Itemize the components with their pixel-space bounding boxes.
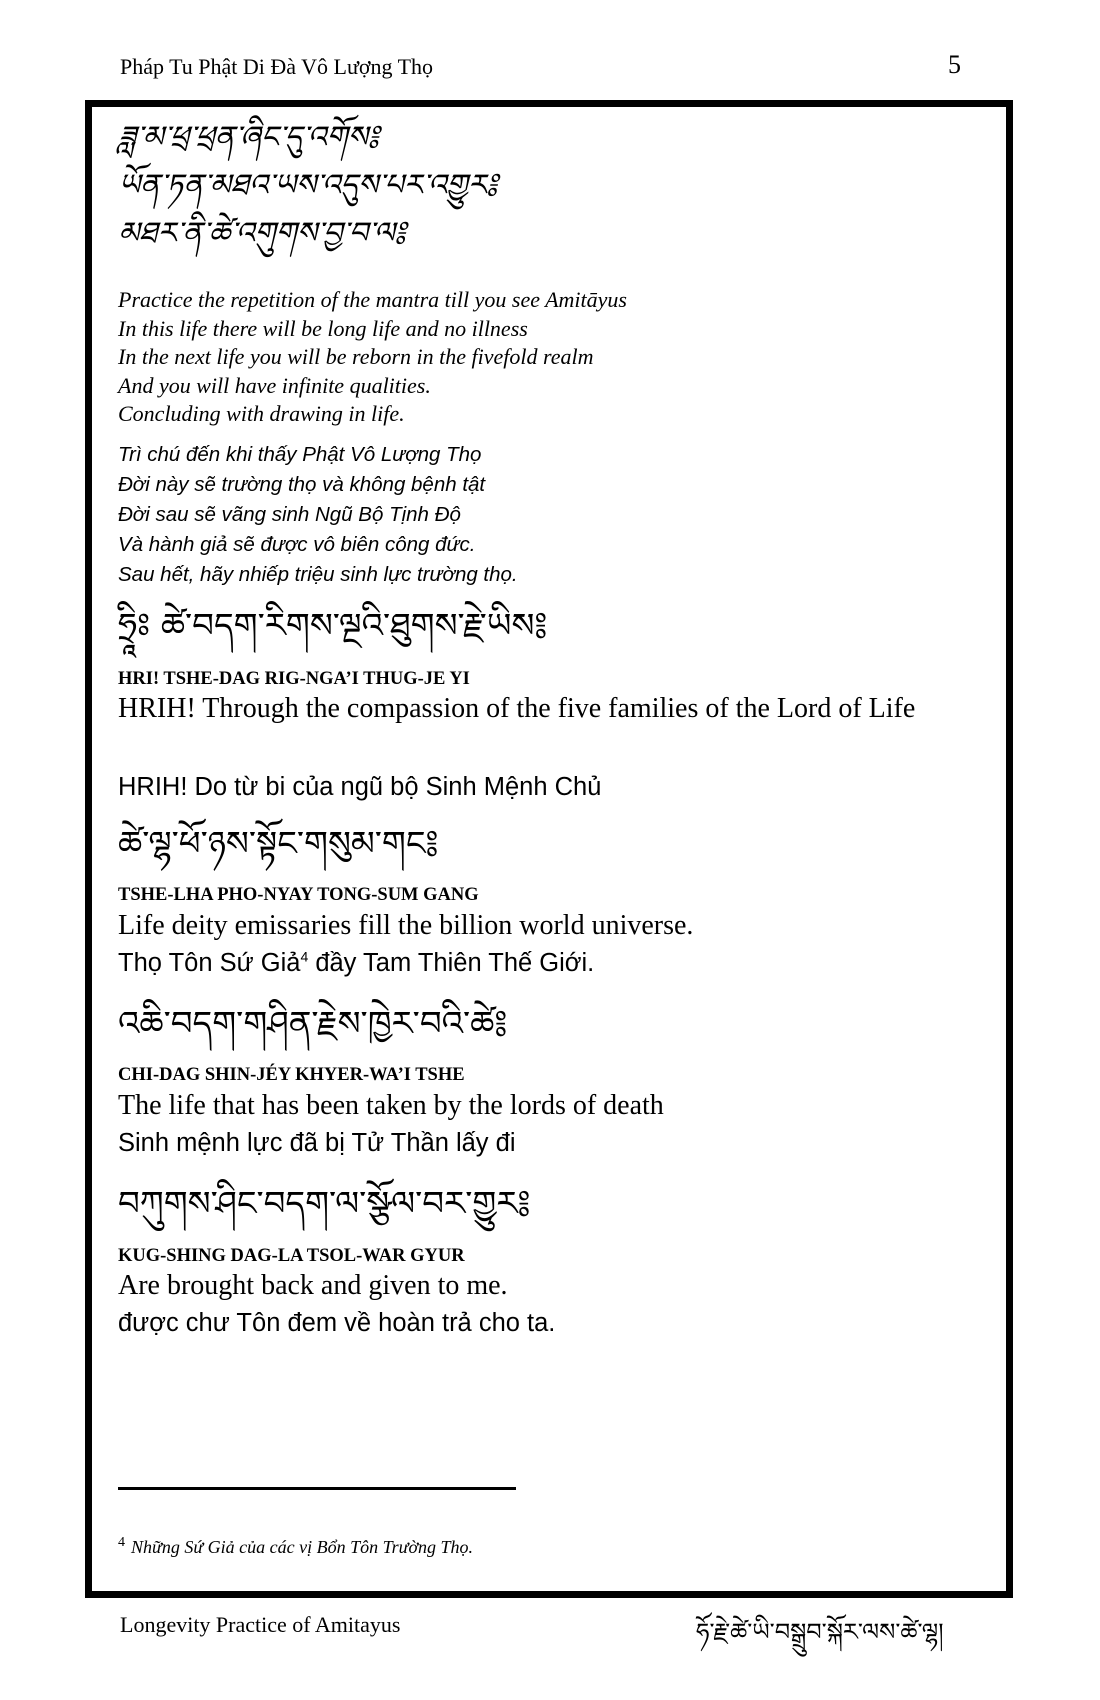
intro-vietnamese-line-4: Và hành giả sẽ được vô biên công đức.	[118, 533, 476, 556]
intro-english-line-1: Practice the repetition of the mantra till you see Amitāyus	[118, 287, 627, 312]
verse-2-vietnamese-b: đầy Tam Thiên Thế Giới.	[308, 949, 595, 977]
footnote-number: 4	[118, 1535, 125, 1550]
intro-english-line-3: In the next life you will be reborn in the fivefold realm	[118, 344, 594, 369]
intro-tibetan-line-2: ཡོན་ཏན་མཐའ་ཡས་འདུས་པར་འགྱུར༔	[118, 168, 498, 203]
verse-3-english: The life that has been taken by the lords of death	[118, 1090, 664, 1121]
intro-vietnamese-line-2: Đời này sẽ trường thọ và không bệnh tật	[118, 473, 486, 496]
verse-4-transliteration: KUG-SHING DAG-LA TSOL-WAR GYUR	[118, 1246, 465, 1266]
intro-english	[118, 286, 627, 429]
verse-2-tibetan: ཚེ་ལྷ་ཕོ་ཉས་སྟོང་གསུམ་གང༔	[118, 824, 439, 864]
verse-2-transliteration: TSHE-LHA PHO-NYAY TONG-SUM GANG	[118, 885, 479, 905]
verse-3-tibetan: འཆི་བདག་གཤིན་རྗེས་ཁྱེར་བའི་ཚེ༔	[118, 1004, 508, 1044]
intro-english-line-5: Concluding with drawing in life.	[118, 401, 405, 426]
intro-vietnamese	[118, 440, 518, 590]
intro-vietnamese-line-1: Trì chú đến khi thấy Phật Vô Lượng Thọ	[118, 443, 482, 466]
verse-3-vietnamese: Sinh mệnh lực đã bị Tử Thần lấy đi	[118, 1129, 516, 1157]
verse-2-vietnamese-a: Thọ Tôn Sứ Giả	[118, 949, 301, 977]
verse-4-vietnamese: được chư Tôn đem về hoàn trả cho ta.	[118, 1309, 556, 1337]
intro-english-line-4: And you will have infinite qualities.	[118, 372, 431, 398]
page-number: 5	[948, 50, 961, 79]
verse-1-tibetan: ཧྲཱིཿ ཚེ་བདག་རིགས་ལྔའི་ཐུགས་རྗེ་ཡིས༔	[118, 606, 548, 646]
verse-1-vietnamese: HRIH! Do từ bi của ngũ bộ Sinh Mệnh Chủ	[118, 773, 602, 801]
verse-2-english: Life deity emissaries fill the billion world universe.	[118, 910, 694, 941]
verse-1-english: HRIH! Through the compassion of the five families of the Lord of Life	[118, 693, 916, 724]
footer-tibetan-title: ཧོ་རྗེ་ཚེ་ཡི་བསྒྲུབ་སྐོར་ལས་ཚེ་ལྷ།	[696, 1618, 944, 1646]
intro-vietnamese-line-5: Sau hết, hãy nhiếp triệu sinh lực trường thọ.	[118, 563, 518, 586]
footnote-divider	[118, 1487, 516, 1490]
running-header: Pháp Tu Phật Di Đà Vô Lượng Thọ	[120, 54, 434, 79]
footnote	[118, 1535, 473, 1558]
intro-tibetan-line-1: ཟླ་མ་ཕྲ་ཕྲན་ཞིང་དུ་འགོས༔	[118, 120, 379, 155]
footnote-ref-4[interactable]: 4	[300, 948, 309, 965]
footnote-text: Những Sứ Giả của các vị Bổn Tôn Trường Thọ.	[131, 1537, 474, 1557]
verse-1-transliteration: HRI! TSHE-DAG RIG-NGA’I THUG-JE YI	[118, 669, 470, 689]
verse-4-english: Are brought back and given to me.	[118, 1270, 508, 1301]
intro-vietnamese-line-3: Đời sau sẽ vãng sinh Ngũ Bộ Tịnh Độ	[118, 503, 461, 526]
verse-4-tibetan: བཀུགས་ཤིང་བདག་ལ་སྩོལ་བར་གྱུར༔	[118, 1184, 531, 1224]
intro-english-line-2: In this life there will be long life and no illness	[118, 315, 528, 341]
intro-tibetan-line-3: མཐར་ནི་ཚེ་འགུགས་བྱ་བ་ལ༔	[118, 216, 406, 251]
footer-title: Longevity Practice of Amitayus	[120, 1612, 401, 1637]
verse-3-transliteration: CHI-DAG SHIN-JÉY KHYER-WA’I TSHE	[118, 1065, 465, 1085]
verse-2-vietnamese	[118, 946, 594, 980]
